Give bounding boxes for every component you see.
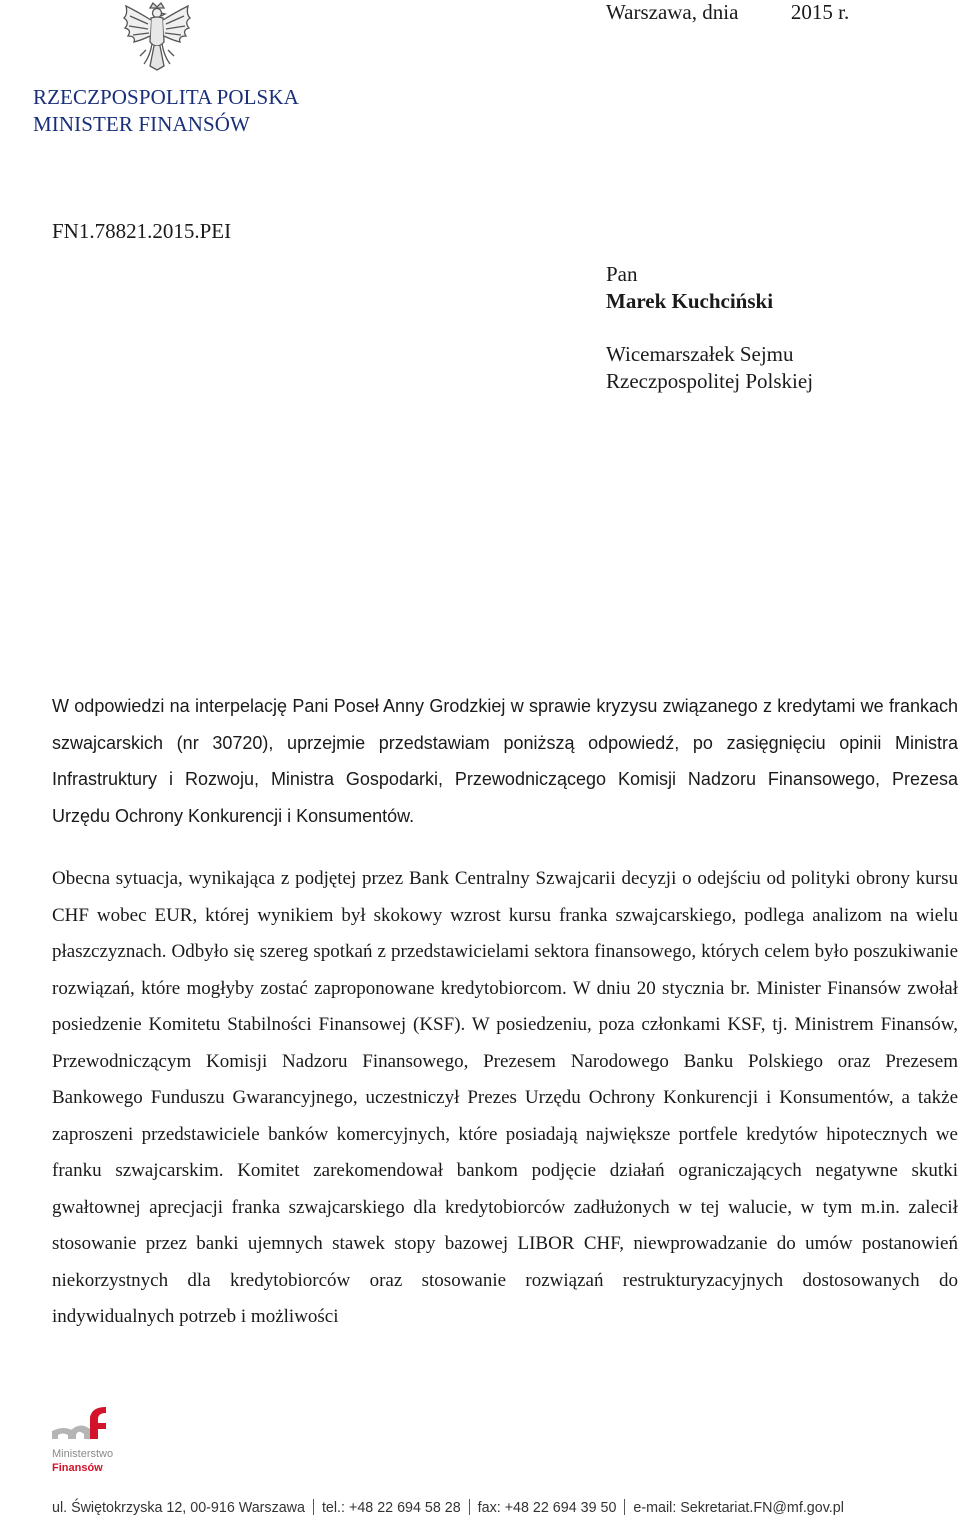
logo-line2: Finansów [52,1462,103,1474]
addressee-name: Marek Kuchciński [606,289,774,313]
date-year: 2015 r. [790,0,850,24]
footer-separator [313,1499,314,1515]
footer-phone: tel.: +48 22 694 58 28 [321,1500,461,1516]
footer-contact [52,1499,844,1516]
footer-email[interactable]: e-mail: Sekretariat.FN@mf.gov.pl [633,1500,844,1516]
footer-address: ul. Świętokrzyska 12, 00-916 Warszawa [52,1500,305,1516]
letter-date [606,0,849,25]
addressee-title-line1: Wicemarszałek Sejmu [606,342,794,366]
polish-eagle-emblem-icon [120,0,194,72]
addressee-title-line2: Rzeczpospolitej Polskiej [606,369,814,393]
body-paragraph-1: W odpowiedzi na interpelację Pani Poseł Anny Grodzkiej w sprawie kryzysu związanego z kredytami we frankach szwajcarskich (nr 30720), uprzejmie przedstawiam poniższą odpowiedź, po zasięgnięciu opinii Ministra Infrastruktury i Rozwoju, Ministra Gospodarki, Przewodniczącego Komisji Nadzoru Finansowego, Prezesa Urzędu Ochrony Konkurencji i Konsumentów. [52,696,958,826]
ministry-name: MINISTER FINANSÓW [33,112,250,136]
reference-number: FN1.78821.2015.PEI [52,219,232,243]
body-paragraph-2: Obecna sytuacja, wynikająca z podjętej przez Bank Centralny Szwajcarii decyzji o odejściu od polityki obrony kursu CHF wobec EUR, której wynikiem był skokowy wzrost kursu franka szwajcarskiego, podlega analizom na wielu płaszczyznach. Odbyło się szereg spotkań z przedstawicielami sektora finansowego, których celem było poszukiwanie rozwiązań, które mogłyby zostać zaproponowane kredytobiorcom. W dniu 20 stycznia br. Minister Finansów zwołał posiedzenie Komitetu Stabilności Finansowej (KSF). W posiedzeniu, poza członkami KSF, tj. Ministrem Finansów, Przewodniczącym Komisji Nadzoru Finansowego, Prezesem Narodowego Banku Polskiego oraz Prezesem Bankowego Funduszu Gwarancyjnego, uczestniczył Prezes Urzędu Ochrony Konkurencji i Konsumentów, a także zaproszeni przedstawiciele banków komercyjnych, które posiadają największe portfele kredytów hipotecznych we franku szwajcarskim. Komitet zarekomendował bankom podjęcie działań ograniczających negatywne skutki gwałtownej aprecjacji franka szwajcarskiego dla kredytobiorców zadłużonych w tej walucie, w tym m.in. zalecił stosowanie przez banki ujemnych stawek stopy bazowej LIBOR CHF, niewprowadzanie do umów postanowień niekorzystnych dla kredytobiorców oraz stosowanie rozwiązań restrukturyzacyjnych dostosowanych do indywidualnych potrzeb i możliwości [52,868,958,1327]
logo-line1: Ministerstwo [52,1448,114,1460]
ministry-of-finance-logo-icon [50,1405,126,1477]
addressee-salutation: Pan [606,262,638,286]
date-prefix: Warszawa, dnia [606,0,739,24]
footer-fax: fax: +48 22 694 39 50 [477,1500,617,1516]
footer-separator [624,1499,625,1515]
footer-separator [469,1499,470,1515]
country-name: RZECZPOSPOLITA POLSKA [33,85,299,109]
